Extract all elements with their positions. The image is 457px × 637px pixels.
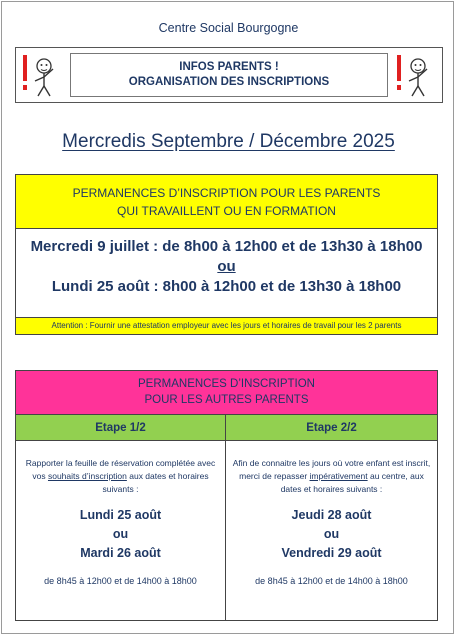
- info-line-1: INFOS PARENTS !: [179, 61, 279, 73]
- working-parents-heading-line-1: PERMANENCES D’INSCRIPTION POUR LES PARENTS: [72, 186, 381, 200]
- page-title: Mercredis Septembre / Décembre 2025: [62, 131, 395, 152]
- step-2-date-2: Vendredi 29 août: [281, 546, 382, 560]
- step-1-or: ou: [112, 527, 129, 541]
- step-2-label: Etape 2/2: [226, 415, 437, 441]
- working-parents-date-1: Mercredi 9 juillet : de 8h00 à 12h00 et de 13h30 à 18h00: [30, 238, 423, 255]
- working-parents-section: [15, 174, 438, 335]
- organization-name: Centre Social Bourgogne: [158, 21, 299, 35]
- step-1-text-before: Rapporter la feuille de réservation complétée avec vos: [25, 458, 216, 481]
- other-parents-heading-line-1: PERMANENCES D’INSCRIPTION: [138, 378, 315, 390]
- warning-figure-icon: [396, 52, 436, 99]
- step-2-or: ou: [323, 527, 340, 541]
- warning-figure-icon: [22, 52, 62, 99]
- step-1-label: Etape 1/2: [16, 415, 225, 441]
- working-parents-heading-line-2: QUI TRAVAILLENT OU EN FORMATION: [117, 204, 336, 218]
- step-1-date-1: Lundi 25 août: [79, 508, 162, 522]
- info-banner: [15, 47, 443, 103]
- step-1-date-2: Mardi 26 août: [80, 546, 161, 560]
- step-1-dates: [16, 506, 225, 563]
- attention-note: Attention : Fournir une attestation employeur avec les jours et horaires de travail pour les 2 parents: [16, 317, 437, 334]
- step-1-hours: de 8h45 à 12h00 et de 14h00 à 18h00: [44, 576, 197, 586]
- step-2-dates: [226, 506, 437, 563]
- step-2-hours: de 8h45 à 12h00 et de 14h00 à 18h00: [255, 576, 408, 586]
- info-line-2: ORGANISATION DES INSCRIPTIONS: [128, 76, 330, 88]
- info-title: [70, 53, 388, 97]
- working-parents-dates: [16, 229, 437, 317]
- step-2-instructions: [226, 441, 437, 496]
- step-1-text-emphasis: souhaits d’inscription: [47, 471, 127, 481]
- working-parents-date-2: Lundi 25 août : 8h00 à 12h00 et de 13h30 à 18h00: [51, 278, 402, 295]
- step-1-instructions: [16, 441, 225, 496]
- step-2-text-emphasis: impérativement: [309, 471, 368, 481]
- step-2-text-after: au centre, aux dates et horaires suivants :: [280, 471, 424, 494]
- other-parents-section: [15, 370, 438, 621]
- step-2-date-1: Jeudi 28 août: [291, 508, 372, 522]
- other-parents-heading: [16, 371, 437, 415]
- step-1-column: [16, 415, 226, 620]
- step-2-text-before: Afin de connaitre les jours où votre enfant est inscrit, merci de repasser: [232, 458, 431, 481]
- step-2-column: [226, 415, 437, 620]
- working-parents-heading: [16, 175, 437, 229]
- other-parents-heading-line-2: POUR LES AUTRES PARENTS: [144, 394, 309, 406]
- working-parents-or: ou: [217, 258, 236, 275]
- step-1-text-after: aux dates et horaires suivants :: [102, 471, 209, 494]
